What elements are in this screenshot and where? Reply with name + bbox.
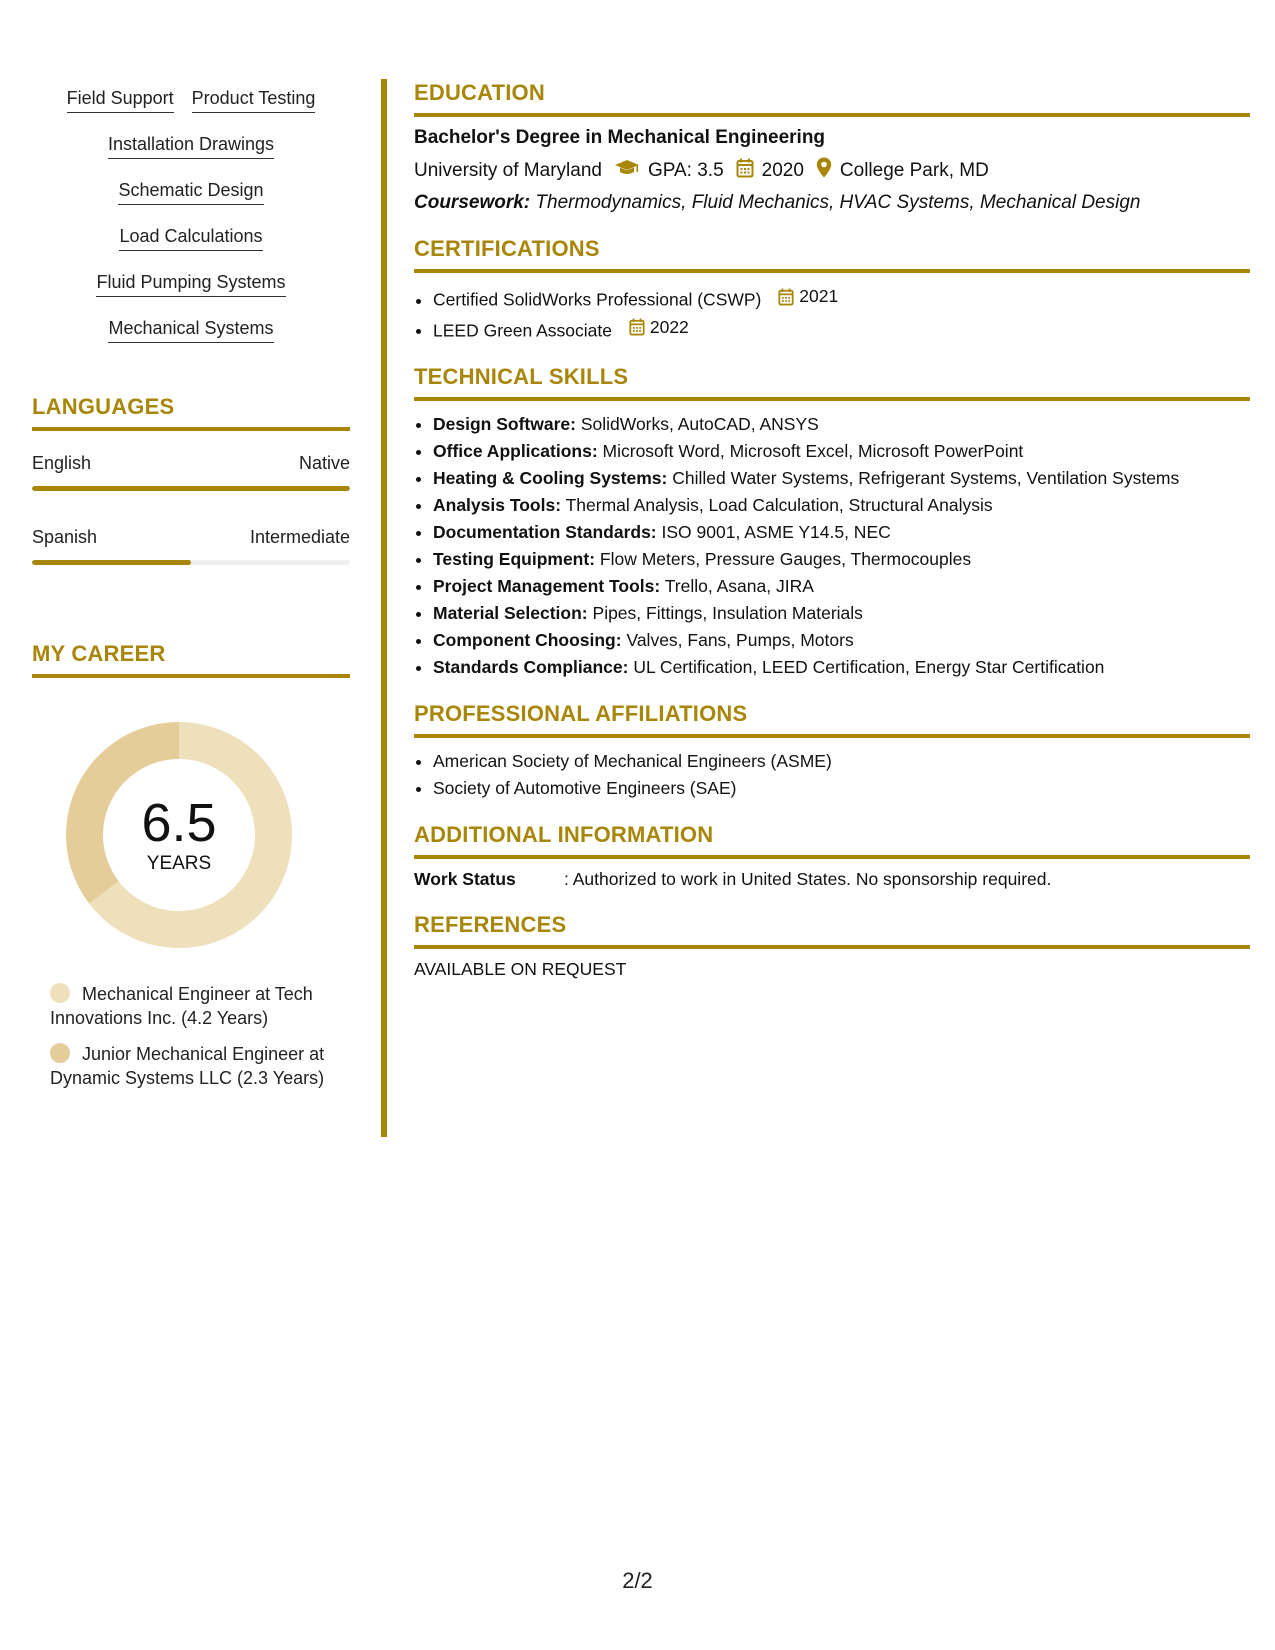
education-school: University of Maryland	[414, 159, 602, 181]
skill-tag: Mechanical Systems	[108, 310, 273, 343]
skill-category: Office Applications:	[433, 441, 598, 461]
skill-values: Thermal Analysis, Load Calculation, Structural Analysis	[565, 495, 993, 515]
education-heading: EDUCATION	[414, 80, 1250, 117]
sidebar	[32, 80, 350, 1102]
work-status-value: : Authorized to work in United States. No sponsorship required.	[564, 869, 1052, 889]
language-name: Spanish	[32, 527, 98, 547]
legend-dot-icon	[50, 1043, 70, 1063]
technical-skills-list	[414, 411, 1250, 681]
certification-year: 2021	[799, 286, 839, 306]
career-donut-chart	[66, 722, 292, 948]
skill-values: Chilled Water Systems, Refrigerant Systems, Ventilation Systems	[672, 468, 1180, 488]
education-year: 2020	[761, 159, 804, 181]
work-status-label: Work Status	[414, 869, 516, 889]
skill-tag: Load Calculations	[119, 218, 262, 251]
skill-category: Heating & Cooling Systems:	[433, 468, 668, 488]
technical-skill-item	[433, 600, 1250, 627]
skill-values: ISO 9001, ASME Y14.5, NEC	[661, 522, 891, 542]
skill-values: Valves, Fans, Pumps, Motors	[626, 630, 854, 650]
coursework-list: Thermodynamics, Fluid Mechanics, HVAC Systems, Mechanical Design	[535, 192, 1141, 213]
skill-category: Project Management Tools:	[433, 576, 661, 596]
technical-skill-item	[433, 519, 1250, 546]
calendar-icon	[778, 288, 794, 306]
page-number: 2/2	[622, 1568, 653, 1593]
language-proficiency-bar	[32, 486, 350, 491]
technical-skill-item	[433, 573, 1250, 600]
affiliation-item: • Society of Automotive Engineers (SAE)	[433, 775, 1250, 802]
skill-category: Design Software:	[433, 414, 576, 434]
certification-name: Certified SolidWorks Professional (CSWP)	[433, 289, 762, 310]
technical-skill-item	[433, 465, 1250, 492]
language-proficiency-fill	[32, 560, 191, 565]
legend-dot-icon	[50, 983, 70, 1003]
skill-category: Testing Equipment:	[433, 549, 596, 569]
skill-values: Microsoft Word, Microsoft Excel, Microsoft PowerPoint	[602, 441, 1024, 461]
technical-skill-item	[433, 492, 1250, 519]
career-legend-item	[50, 982, 330, 1030]
language-entry	[32, 453, 350, 491]
skill-category: Component Choosing:	[433, 630, 622, 650]
calendar-icon	[736, 158, 754, 184]
affiliations-heading: PROFESSIONAL AFFILIATIONS	[414, 701, 1250, 738]
language-entry	[32, 527, 350, 565]
skill-category: Documentation Standards:	[433, 522, 657, 542]
certification-year: 2022	[649, 316, 689, 337]
education-degree: Bachelor's Degree in Mechanical Engineering	[414, 127, 826, 148]
additional-info-heading: ADDITIONAL INFORMATION	[414, 822, 1250, 859]
skill-values: Flow Meters, Pressure Gauges, Thermocouples	[599, 549, 972, 569]
skill-category: Standards Compliance:	[433, 657, 629, 677]
certifications-list	[414, 283, 1250, 344]
technical-skill-item	[433, 654, 1250, 681]
technical-skill-item	[433, 438, 1250, 465]
affiliations-list	[414, 748, 1250, 802]
technical-skills-heading: TECHNICAL SKILLS	[414, 364, 1250, 401]
career-legend-label: Mechanical Engineer at Tech Innovations Inc. (4.2 Years)	[50, 984, 313, 1028]
languages-heading: LANGUAGES	[32, 394, 350, 431]
skill-tag: Fluid Pumping Systems	[96, 264, 285, 297]
education-coursework	[414, 192, 1250, 214]
language-proficiency-bar	[32, 560, 350, 565]
affiliation-item: • American Society of Mechanical Engineers (ASME)	[433, 748, 1250, 775]
career-legend-item	[50, 1042, 330, 1090]
skill-tag: Field Support	[67, 80, 174, 113]
skill-tag: Schematic Design	[118, 172, 263, 205]
skill-values: Trello, Asana, JIRA	[664, 576, 814, 596]
education-location: College Park, MD	[839, 159, 989, 181]
technical-skill-item	[433, 411, 1250, 438]
calendar-icon	[629, 318, 645, 336]
technical-skill-item	[433, 546, 1250, 573]
skill-values: Pipes, Fittings, Insulation Materials	[592, 603, 863, 623]
certification-name: LEED Green Associate	[433, 320, 612, 340]
main-content	[414, 80, 1250, 980]
education-gpa: GPA: 3.5	[647, 159, 724, 181]
education-details	[414, 157, 1250, 184]
certifications-heading: CERTIFICATIONS	[414, 236, 1250, 273]
career-legend	[50, 982, 330, 1090]
skill-values: SolidWorks, AutoCAD, ANSYS	[580, 414, 819, 434]
language-level: Intermediate	[249, 527, 350, 547]
coursework-label: Coursework:	[414, 192, 531, 213]
work-status-row	[414, 869, 1250, 890]
career-total-years: 6.5	[141, 793, 217, 853]
skill-category: Material Selection:	[433, 603, 588, 623]
career-years-unit: YEARS	[146, 853, 212, 874]
references-heading: REFERENCES	[414, 912, 1250, 949]
skill-tag: Product Testing	[192, 80, 316, 113]
skill-values: UL Certification, LEED Certification, Energy Star Certification	[633, 657, 1105, 677]
career-heading: MY CAREER	[32, 641, 350, 678]
technical-skill-item	[433, 627, 1250, 654]
language-proficiency-fill	[32, 486, 350, 491]
skill-category: Analysis Tools:	[433, 495, 562, 515]
column-divider	[381, 79, 387, 1137]
language-level: Native	[298, 453, 350, 473]
certification-item	[433, 283, 1250, 314]
references-text: AVAILABLE ON REQUEST	[414, 959, 627, 979]
graduation-cap-icon	[614, 159, 640, 183]
language-name: English	[32, 453, 92, 473]
skills-list	[32, 80, 350, 356]
skill-tag: Installation Drawings	[108, 126, 274, 159]
certification-item	[433, 314, 1250, 345]
location-pin-icon	[816, 157, 832, 184]
career-legend-label: Junior Mechanical Engineer at Dynamic Systems LLC (2.3 Years)	[50, 1044, 325, 1088]
